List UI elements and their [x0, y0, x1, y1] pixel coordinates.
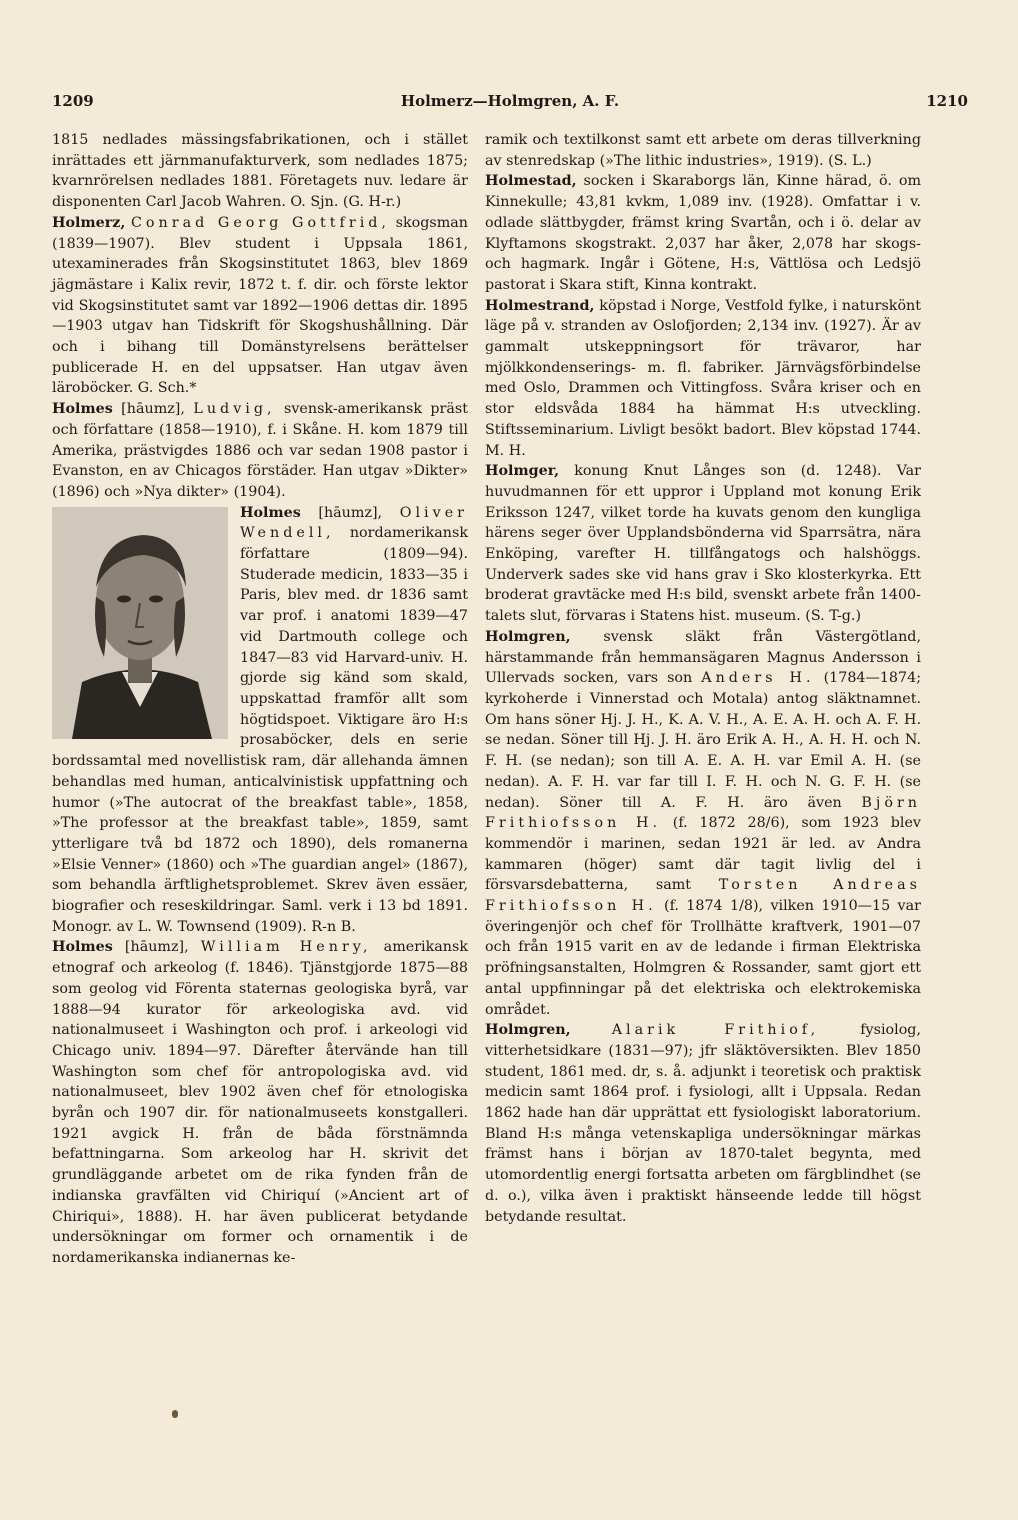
entry-text: amerikansk etnograf och arkeolog (f. 1846). Tjänstgjorde 1875—88 som geolog vid Förenta staternas geologiska byrå, var 1888—94 kurator för arkeologiska avd. vid nationalmuseet i Washington och prof. i arkeologi vid Chicago univ. 1894—97. Därefter återvände han till Washington som chef för antropologiska avd. vid nationalmuseet, blev 1902 även chef för etnologiska byrån och 1907 dir. för nationalmuseets konstgalleri. 1921 avgick H. från de båda förstnämnda befattningarna. Som arkeolog har H. skrivit det grundläggande arbetet om de rika fynden från de indianska gravfälten vid Chiriquí (»Ancient art of Chiriqui», 1888). H. har även publicerat betydande undersökningar om former och ornamentik i de nordamerikanska indianernas ke-	[52, 939, 469, 1266]
page-number-right: 1210	[926, 92, 968, 110]
person-name: Ludvig,	[193, 401, 276, 418]
person-name: Torsten Andreas Frithiofsson H.	[485, 877, 921, 915]
left-column	[52, 130, 468, 1269]
pronunciation: [hāumz],	[121, 401, 185, 418]
entry-holmgren-alarik	[485, 1020, 921, 1227]
entry-holmgren-family	[485, 627, 921, 1020]
entry-holmger	[485, 461, 921, 627]
headword: Holmger,	[485, 463, 560, 480]
pronunciation: [hāumz],	[124, 939, 189, 956]
entry-holmestrand	[485, 296, 921, 462]
continuation-paragraph: ramik och textilkonst samt ett arbete om deras tillverkning av stenredskap (»The lithic industries», 1919). (S. L.)	[485, 132, 921, 169]
entry-text: socken i Skaraborgs län, Kinne härad, ö. om Kinnekulle; 43,81 kvkm, 1,089 inv. (1928). Omfattar i v. odlade slättbygder, främst kring Svartån, och i ö. delar av Klyftamons skogstrakt. 2,037 har åker, 2,078 har skogs- och hagmark. Ingår i Götene, H:s, Vättlösa och Ledsjö pastorat i Skara stift, Kinna kontrakt.	[485, 173, 922, 293]
headword: Holmes	[52, 401, 113, 418]
entry-holmerz	[52, 213, 468, 399]
portrait-oliver-wendell-holmes	[52, 507, 228, 739]
pronunciation: [hāumz],	[318, 504, 383, 521]
headword: Holmestrand,	[485, 297, 595, 314]
entry-text: svensk släkt från Västergötland, härstammande från hemmansägaren Magnus Andersson i Ullervads socken, vars son	[485, 628, 921, 687]
headword: Holmgren,	[485, 628, 571, 645]
entry-holmes-oliver	[52, 503, 468, 938]
entry-text: köpstad i Norge, Vestfold fylke, i naturskönt läge på v. stranden av Oslofjorden; 2,134 inv. (1927). Är av gammalt utskeppningsort för trävaror, har mjölkkondenserings- m. fl. fabriker. Järnvägsförbindelse med Oslo, Drammen och Vittingfoss. Svåra kriser och en stor eldsvåda 1884 ha hämmat H:s utveckling. Stiftsseminarium. Livligt besökt badort. Blev köpstad 1744. M. H.	[485, 297, 922, 459]
person-name: Conrad Georg Gottfrid,	[130, 214, 390, 231]
right-column	[485, 130, 921, 1227]
entry-text: fysiolog, vitterhetsidkare (1831—97); jfr släktöversikten. Blev 1850 student, 1861 med. dr, s. å. adjunkt i teoretisk och praktisk medicin samt 1864 prof. i fysiologi, allt i Uppsala. Redan 1862 hade han där upprättat ett fysiologiskt laboratorium. Bland H:s många vetenskapliga undersökningar märkas främst hans i början av 1870-talet begynta, med utomordentlig energi fortsatta arbeten om färgblindhet (se d. o.), vilka även i praktiskt hänseende ledde till högst betydande resultat.	[485, 1022, 921, 1225]
headword: Holmgren,	[485, 1022, 571, 1039]
person-name: Oliver Wendell,	[240, 504, 468, 542]
running-head: Holmerz—Holmgren, A. F.	[400, 92, 620, 110]
person-name: Alarik Frithiof,	[611, 1022, 820, 1039]
entry-holmes-william	[52, 937, 468, 1268]
entry-text: nordamerikansk författare (1809—94). Studerade medicin, 1833—35 i Paris, blev med. dr 1836 samt var prof. i anatomi 1839—47 vid Dartmouth college och 1847—83 vid Harvard-univ. H. gjorde sig känd som skald, uppskattad framför allt som högtidspoet. Viktigare äro H:s prosaböcker, dels en serie bordssamtal med novellistisk ram, där allehanda ämnen behandlas med human, anticalvinistisk uppfattning och humor (»The autocrat of the breakfast table», 1858, »The professor at the breakfast table», 1859, samt ytterligare två bd 1872 och 1890), dels romanerna »Elsie Venner» (1860) och »The guardian angel» (1867), som behandla ärftlighetsproblemet. Skrev även essäer, biografier och reseskildringar. Saml. verk i 13 bd 1891. Monogr. av L. W. Townsend (1909). R-n B.	[52, 525, 468, 935]
headword: Holmerz,	[52, 214, 126, 231]
entry-holmestad	[485, 171, 921, 295]
headword: Holmes	[240, 504, 301, 521]
entry-text: svensk-amerikansk präst och författare (1858—1910), f. i Skåne. H. kom 1879 till Amerika, prästvigdes 1886 och var sedan 1908 pastor i Evanston, en av Chicagos förstäder. Han utgav »Dikter» (1896) och »Nya dikter» (1904).	[52, 401, 468, 500]
entry-text: (f. 1872 28/6), som 1923 blev kommendör i marinen, sedan 1921 är led. av Andra kammaren (höger) samt där tagit livlig del i försvarsdebatterna, samt	[485, 815, 921, 894]
page-header	[52, 92, 968, 114]
entry-text: skogsman (1839—1907). Blev student i Uppsala 1861, utexaminerades från Skogsinstitutet 1863, blev 1869 jägmästare i Kalix revir, 1872 t. f. dir. och förste lektor vid Skogsinstitutet samt var 1892—1906 dettas dir. 1895—1903 utgav han Tidskrift för Skogshushållning. Där och i bihang till Domänstyrelsens berättelser publicerade H. en del uppsatser. Han utgav även läroböcker. G. Sch.*	[52, 214, 469, 397]
entry-text: (1784—1874; kyrkoherde i Vinnerstad och Motala) antog släktnamnet. Om hans söner Hj. J. H., K. A. V. H., A. E. A. H. och A. F. H. se nedan. Söner till Hj. J. H. äro Erik A. H., A. H. H. och N. F. H. (se nedan); son till A. E. A. H. var Emil A. H. (se nedan). A. F. H. var far till I. F. H. och N. G. F. H. (se nedan). Söner till A. F. H. äro även	[485, 670, 922, 811]
headword: Holmestad,	[485, 173, 577, 190]
ink-mark	[172, 1410, 178, 1418]
person-name: Anders H.	[701, 670, 815, 687]
headword: Holmes	[52, 939, 113, 956]
entry-holmes-ludvig	[52, 399, 468, 503]
entry-text: (f. 1874 1/8), vilken 1910—15 var överingenjör och chef för Trollhätte kraftverk, 1901—07 och från 1915 varit en av de ledande i firman Elektriska pröfningsanstalten, Holmgren & Rossander, samt gjort ett antal uppfinningar på det elektriska och elektrokemiska området.	[485, 898, 921, 1018]
person-name: Björn Frithiofsson H.	[485, 794, 921, 832]
continuation-paragraph: 1815 nedlades mässingsfabrikationen, och i stället inrättades ett järnmanufakturverk, som nedlades 1875; kvarnrörelsen nedlades 1881. Företagets nuv. ledare är disponenten Carl Jacob Wahren. O. Sjn. (G. H-r.)	[52, 132, 468, 211]
person-name: William Henry,	[200, 939, 372, 956]
page-number-left: 1209	[52, 92, 94, 110]
entry-text: konung Knut Långes son (d. 1248). Var huvudmannen för ett uppror i Uppland mot konung Erik Eriksson 1247, vilket torde ha kuvats genom den kungliga härens seger över Upplandsbönderna vid Sparrsätra, nära Enköping, varefter H. tillfångatogs och halshöggs. Underverk sades ske vid hans grav i Sko klosterkyrka. Ett broderat gravtäcke med H:s bild, svenskt arbete från 1400-talets slut, förvaras i Statens hist. museum. (S. T-g.)	[485, 463, 922, 625]
